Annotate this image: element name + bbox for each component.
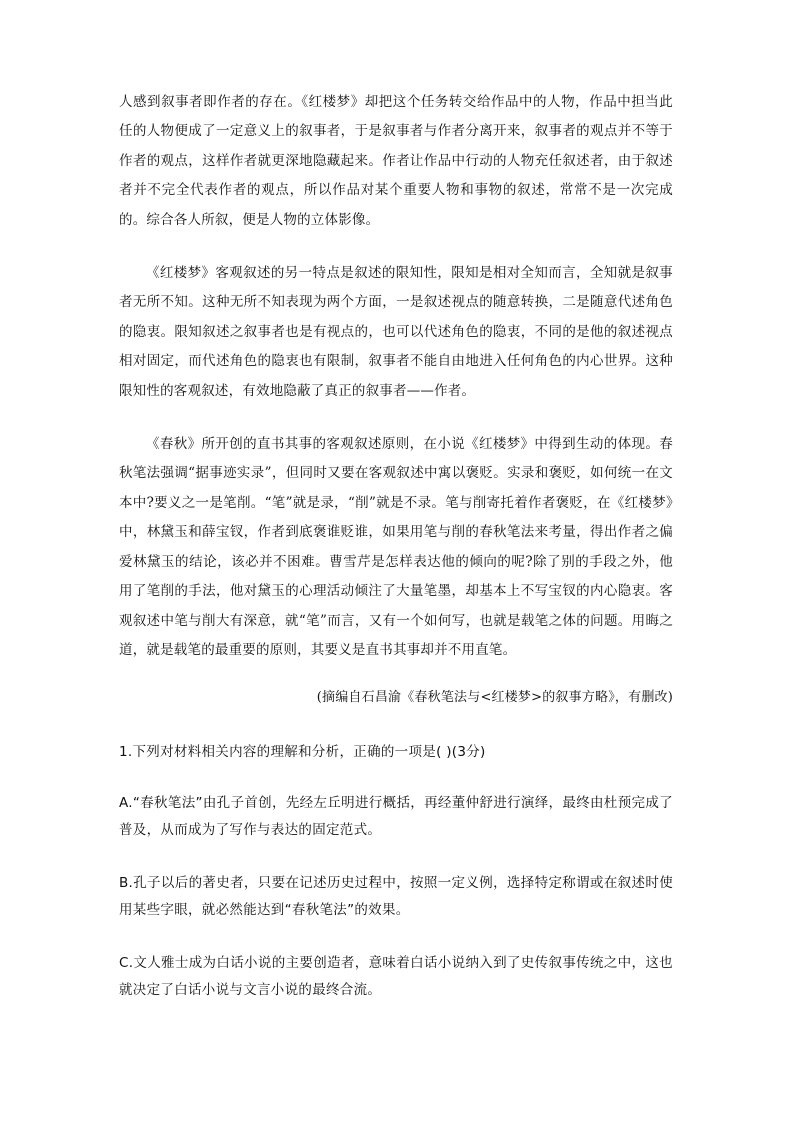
passage-paragraph-2: 《红楼梦》客观叙述的另一特点是叙述的限知性，限知是相对全知而言，全知就是叙事者无所不知。这种无所不知表现为两个方面，一是叙述视点的随意转换，二是随意代述角色的隐衷。限知叙述之叙事者也是有视点的，也可以代述角色的隐衷，不同的是他的叙述视点相对固定，而代述角色的隐衷也有限制，叙事者不能自由地进入任何角色的内心世界。这种限知性的客观叙述，有效地隐蔽了真正的叙事者——作者。 <box>119 265 673 399</box>
question-stem: 1.下列对材料相关内容的理解和分析，正确的一项是( )(3分) <box>119 744 486 761</box>
option-a: A.“春秋笔法”由孔子首创，先经左丘明进行概括，再经董仲舒进行演绎，最终由杜预完成了普及，从而成为了写作与表达的固定范式。 <box>119 795 673 839</box>
document-page <box>119 88 673 1004</box>
passage-paragraph-1: 人感到叙事者即作者的存在。《红楼梦》却把这个任务转交给作品中的人物，作品中担当此任的人物便成了一定意义上的叙事者，于是叙事者与作者分离开来，叙事者的观点并不等于作者的观点，这样作者就更深地隐藏起来。作者让作品中行动的人物充任叙述者，由于叙述者并不完全代表作者的观点，所以作品对某个重要人物和事物的叙述，常常不是一次完成的。综合各人所叙，便是人物的立体影像。 <box>119 94 673 228</box>
passage-paragraph-3: 《春秋》所开创的直书其事的客观叙述原则，在小说《红楼梦》中得到生动的体现。春秋笔法强调“据事迹实录”，但同时又要在客观叙述中寓以褒贬。实录和褒贬，如何统一在文本中?要义之一是笔削。“笔”就是录，“削”就是不录。笔与削寄托着作者褒贬，在《红楼梦》中，林黛玉和薛宝钗，作者到底褒谁贬谁，如果用笔与削的春秋笔法来考量，得出作者之偏爱林黛玉的结论，该必并不困难。曹雪芹是怎样表达他的倾向的呢?除了别的手段之外，他用了笔削的手法，他对黛玉的心理活动倾注了大量笔墨，却基本上不写宝钗的内心隐衷。客观叙述中笔与削大有深意，就“笔”而言，又有一个如何写，也就是载笔之体的问题。用晦之道，就是载笔的最重要的原则，其要义是直书其事却并不用直笔。 <box>119 436 673 658</box>
option-b: B.孔子以后的著史者，只要在记述历史过程中，按照一定义例，选择特定称谓或在叙述时使用某些字眼，就必然能达到“春秋笔法”的效果。 <box>119 875 673 919</box>
source-citation: (摘编自石昌渝《春秋笔法与<红楼梦>的叙事方略》，有删改) <box>316 690 673 706</box>
option-c: C.文人雅士成为白话小说的主要创造者，意味着白话小说纳入到了史传叙事传统之中，这也就决定了白话小说与文言小说的最终合流。 <box>119 955 673 999</box>
